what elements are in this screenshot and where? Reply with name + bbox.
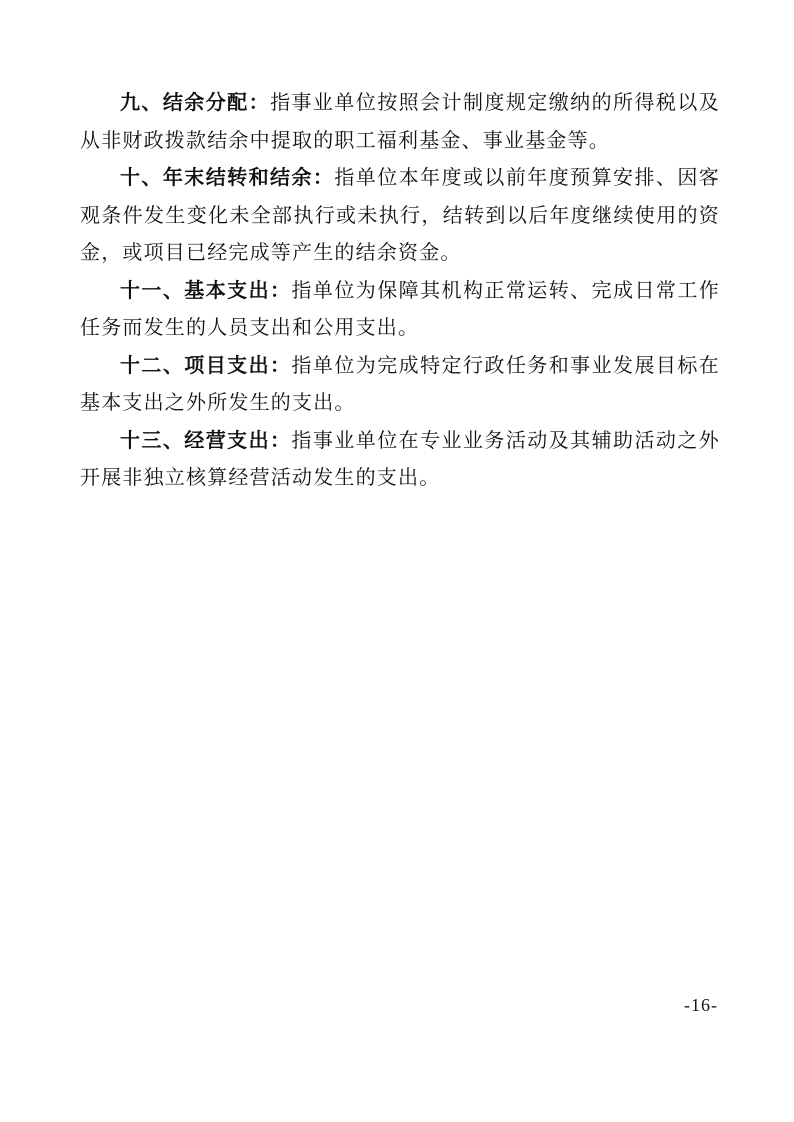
definition-text: 指单位本年度或以前年度预算安排、因客观条件发生变化未全部执行或未执行，结转到以后年度继续使用的资金，或项目已经完成等产生的结余资金。: [80, 165, 720, 264]
definition-paragraph: [80, 347, 720, 422]
definition-paragraph: [80, 159, 720, 272]
definition-text: 指事业单位在专业业务活动及其辅助活动之外开展非独立核算经营活动发生的支出。: [80, 427, 720, 489]
definition-paragraph: [80, 84, 720, 159]
definition-term: 九、结余分配：: [120, 90, 271, 114]
definition-term: 十、年末结转和结余：: [120, 165, 335, 189]
definition-text: 指单位为保障其机构正常运转、完成日常工作任务而发生的人员支出和公用支出。: [80, 277, 720, 339]
definition-term: 十一、基本支出：: [120, 277, 292, 302]
definition-paragraph: [80, 272, 720, 347]
definition-text: 指事业单位按照会计制度规定缴纳的所得税以及从非财政拨款结余中提取的职工福利基金、事业基金等。: [80, 90, 720, 152]
page-number: -16-: [684, 995, 718, 1015]
document-body: [80, 84, 720, 497]
definition-text: 指单位为完成特定行政任务和事业发展目标在基本支出之外所发生的支出。: [80, 352, 720, 414]
definition-term: 十二、项目支出：: [120, 352, 292, 377]
definition-term: 十三、经营支出：: [120, 427, 292, 452]
definition-paragraph: [80, 422, 720, 497]
